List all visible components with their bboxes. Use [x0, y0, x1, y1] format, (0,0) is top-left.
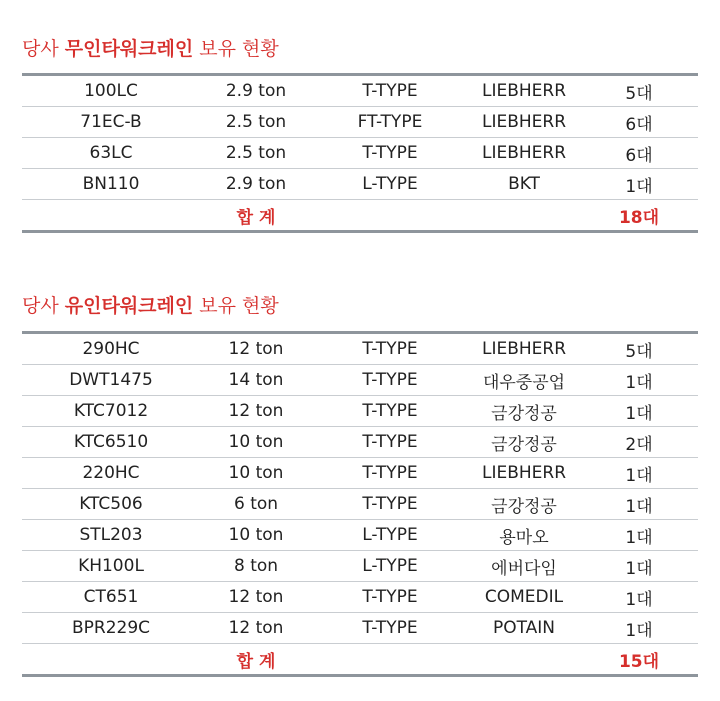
total-label: 합 계: [236, 207, 276, 228]
total-row: [22, 644, 698, 674]
table-row: [22, 107, 698, 138]
manufacturer-cell: 용마오: [499, 527, 549, 548]
capacity-cell: 2.9 ton: [225, 81, 287, 101]
type-cell: T-TYPE: [362, 618, 418, 638]
capacity-cell: 10 ton: [228, 525, 284, 545]
quantity-cell: 1대: [625, 496, 653, 517]
type-cell: T-TYPE: [362, 143, 418, 163]
capacity-cell: 2.5 ton: [225, 112, 287, 132]
model-cell: CT651: [83, 587, 139, 607]
capacity-cell: 2.9 ton: [225, 174, 287, 194]
manufacturer-cell: POTAIN: [492, 618, 556, 638]
type-cell: T-TYPE: [362, 401, 418, 421]
section1-title: [22, 34, 279, 61]
quantity-cell: 2대: [625, 434, 653, 455]
type-cell: L-TYPE: [362, 525, 418, 545]
model-cell: STL203: [79, 525, 143, 545]
capacity-cell: 2.5 ton: [225, 143, 287, 163]
section1-title-suffix: 보유 현황: [199, 38, 279, 60]
table-row: [22, 169, 698, 200]
type-cell: T-TYPE: [362, 494, 418, 514]
quantity-cell: 5대: [625, 83, 653, 104]
model-cell: 220HC: [82, 463, 140, 483]
section2-title: [22, 291, 279, 318]
total-row: [22, 200, 698, 230]
quantity-cell: 1대: [625, 403, 653, 424]
manufacturer-cell: 대우중공업: [482, 372, 566, 393]
manufacturer-cell: 금강정공: [491, 434, 557, 455]
model-cell: DWT1475: [69, 370, 153, 390]
type-cell: L-TYPE: [362, 174, 418, 194]
type-cell: L-TYPE: [362, 556, 418, 576]
type-cell: T-TYPE: [362, 81, 418, 101]
quantity-cell: 1대: [625, 558, 653, 579]
type-cell: T-TYPE: [362, 432, 418, 452]
manufacturer-cell: 금강정공: [491, 403, 557, 424]
capacity-cell: 12 ton: [228, 618, 284, 638]
table-row: [22, 582, 698, 613]
table-row: [22, 334, 698, 365]
capacity-cell: 6 ton: [233, 494, 279, 514]
quantity-cell: 6대: [625, 145, 653, 166]
model-cell: BPR229C: [71, 618, 151, 638]
capacity-cell: 8 ton: [233, 556, 279, 576]
unmanned-crane-table: [22, 73, 698, 233]
table-row: [22, 520, 698, 551]
manufacturer-cell: LIEBHERR: [481, 143, 567, 163]
model-cell: 100LC: [84, 81, 138, 101]
quantity-cell: 1대: [625, 620, 653, 641]
model-cell: KH100L: [78, 556, 144, 576]
section1-title-bold: 무인타워크레인: [64, 38, 194, 60]
type-cell: T-TYPE: [362, 463, 418, 483]
manufacturer-cell: 에버다임: [491, 558, 557, 579]
type-cell: T-TYPE: [362, 587, 418, 607]
manufacturer-cell: LIEBHERR: [481, 112, 567, 132]
model-cell: KTC506: [79, 494, 143, 514]
quantity-cell: 1대: [625, 372, 653, 393]
model-cell: 71EC-B: [80, 112, 142, 132]
table-row: [22, 76, 698, 107]
type-cell: FT-TYPE: [357, 112, 423, 132]
table-bottom-rule: [22, 674, 698, 677]
quantity-cell: 1대: [625, 589, 653, 610]
section2-title-prefix: 당사: [22, 295, 59, 317]
quantity-cell: 1대: [625, 527, 653, 548]
table-row: [22, 427, 698, 458]
type-cell: T-TYPE: [362, 370, 418, 390]
capacity-cell: 12 ton: [228, 339, 284, 359]
quantity-cell: 6대: [625, 114, 653, 135]
model-cell: 290HC: [82, 339, 140, 359]
total-label: 합 계: [236, 651, 276, 672]
quantity-cell: 5대: [625, 341, 653, 362]
manufacturer-cell: 금강정공: [491, 496, 557, 517]
total-value: 18대: [618, 207, 660, 228]
model-cell: BN110: [82, 174, 140, 194]
capacity-cell: 14 ton: [228, 370, 284, 390]
table-bottom-rule: [22, 230, 698, 233]
manufacturer-cell: LIEBHERR: [481, 81, 567, 101]
model-cell: KTC6510: [73, 432, 149, 452]
manufacturer-cell: BKT: [508, 174, 540, 194]
model-cell: KTC7012: [73, 401, 149, 421]
table-row: [22, 551, 698, 582]
capacity-cell: 12 ton: [228, 401, 284, 421]
section1-title-prefix: 당사: [22, 38, 59, 60]
table-row: [22, 489, 698, 520]
type-cell: T-TYPE: [362, 339, 418, 359]
capacity-cell: 10 ton: [228, 463, 284, 483]
quantity-cell: 1대: [625, 465, 653, 486]
manufacturer-cell: LIEBHERR: [481, 463, 567, 483]
manufacturer-cell: LIEBHERR: [481, 339, 567, 359]
section2-title-suffix: 보유 현황: [199, 295, 279, 317]
manufacturer-cell: COMEDIL: [484, 587, 564, 607]
total-value: 15대: [618, 651, 660, 672]
table-row: [22, 613, 698, 644]
capacity-cell: 12 ton: [228, 587, 284, 607]
section2-title-bold: 유인타워크레인: [64, 295, 194, 317]
manned-crane-table: [22, 331, 698, 677]
capacity-cell: 10 ton: [228, 432, 284, 452]
table-row: [22, 458, 698, 489]
model-cell: 63LC: [89, 143, 133, 163]
quantity-cell: 1대: [625, 176, 653, 197]
table-row: [22, 396, 698, 427]
table-row: [22, 138, 698, 169]
table-row: [22, 365, 698, 396]
